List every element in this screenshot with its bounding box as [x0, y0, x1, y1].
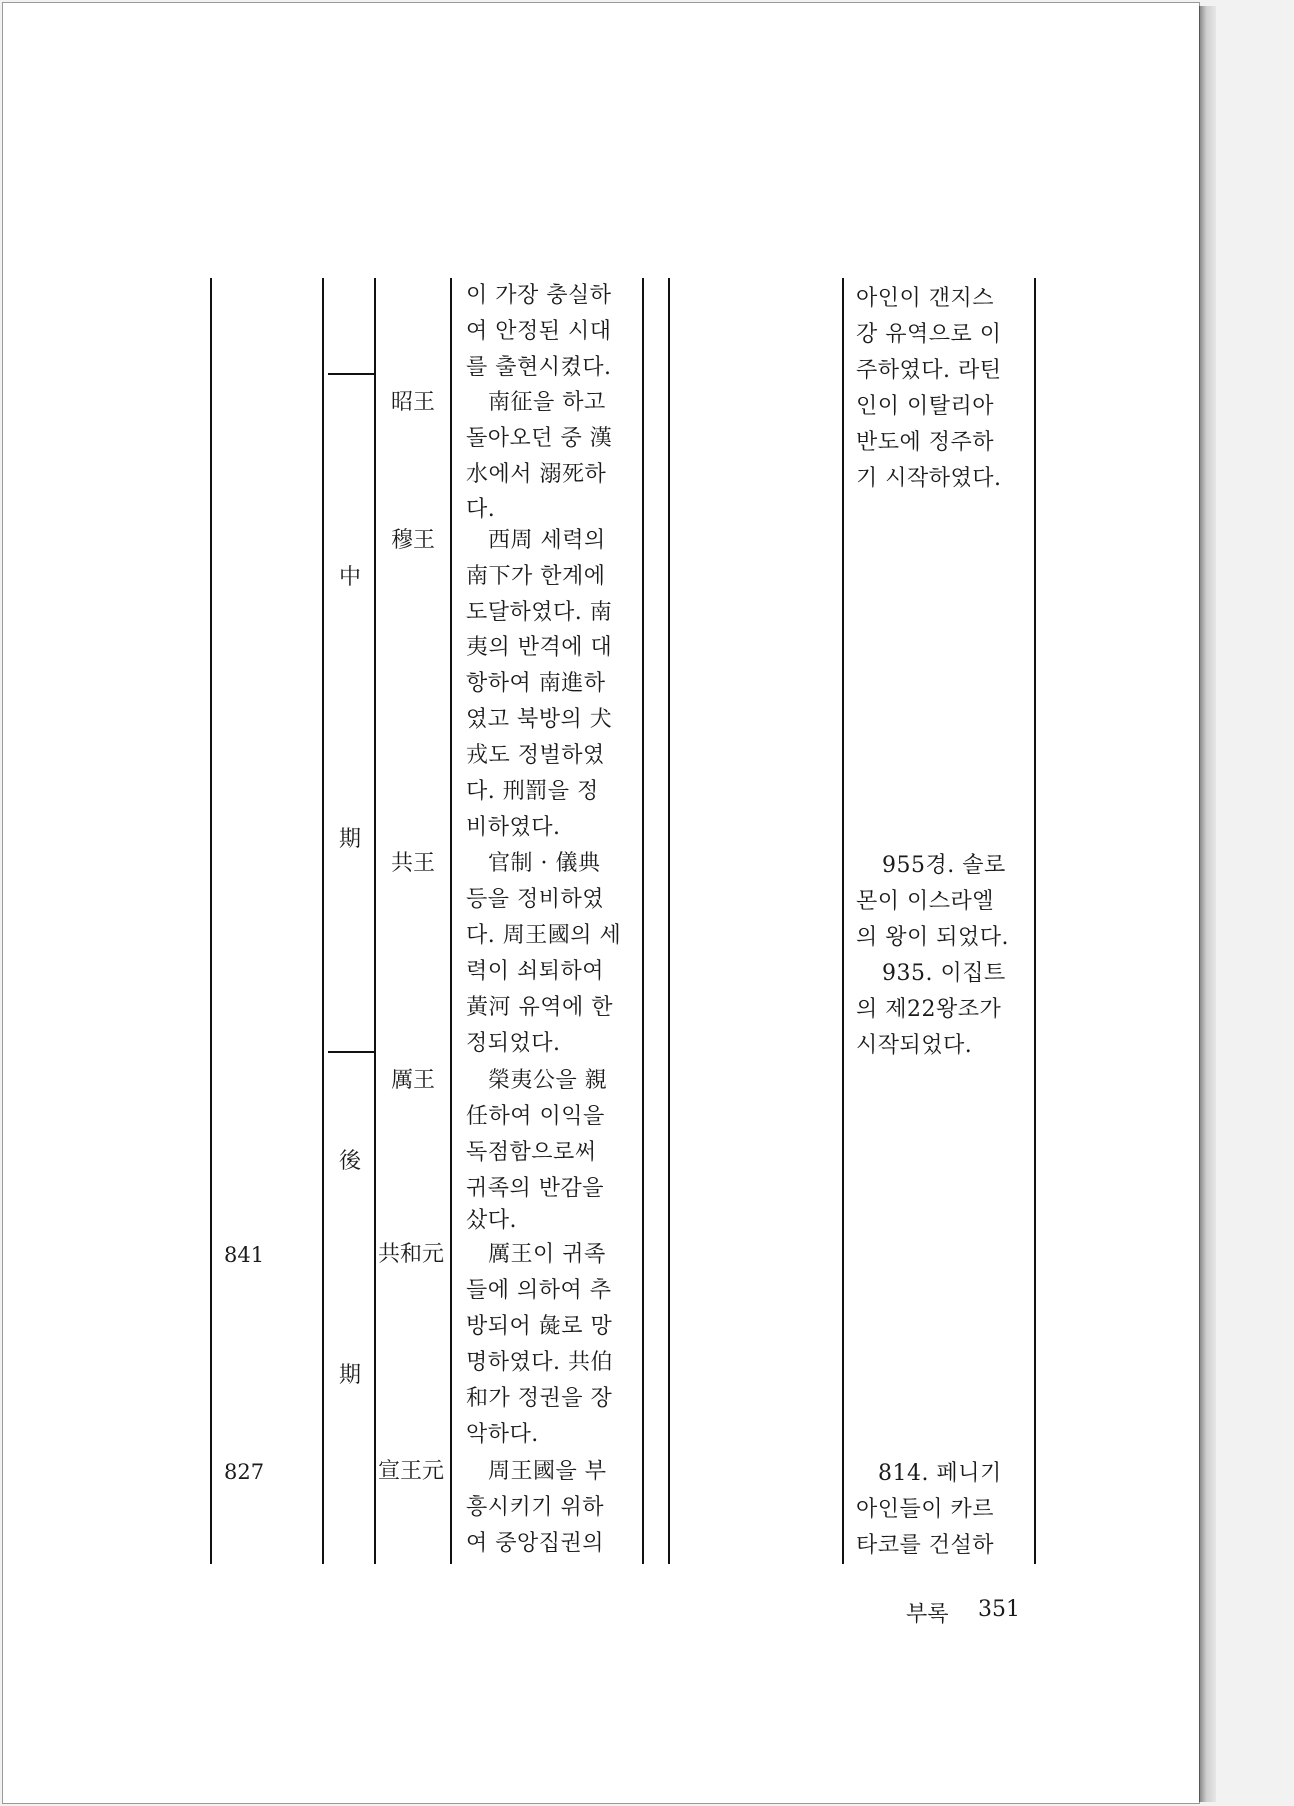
event-line: 였고 북방의 犬 [466, 707, 613, 732]
period-label: 後 [339, 1149, 362, 1174]
event-line: 비하였다. [466, 815, 561, 840]
world-event-line: 인이 이탈리아 [856, 394, 995, 419]
world-event-line: 814. 페니기 [878, 1461, 1002, 1486]
world-event-line: 시작되었다. [856, 1033, 973, 1058]
event-line: 명하였다. 共伯 [466, 1350, 613, 1375]
period-divider-top [328, 373, 374, 375]
event-line: 흥시키기 위하 [466, 1495, 605, 1520]
event-line: 다. 刑罰을 정 [466, 779, 599, 804]
world-event-line: 반도에 정주하 [856, 430, 995, 455]
page-number: 351 [978, 1597, 1020, 1622]
table-rule-left [210, 278, 212, 1564]
king-name: 共和元 [378, 1242, 445, 1267]
event-line: 戎도 정벌하였 [466, 743, 605, 768]
period-divider-late [328, 1051, 374, 1053]
year-label: 827 [224, 1460, 265, 1484]
event-line: 여 안정된 시대 [466, 319, 612, 344]
event-line: 독점함으로써 [466, 1140, 597, 1165]
event-line: 官制 · 儀典 [488, 851, 601, 876]
running-footer-section: 부록 [906, 1602, 949, 1627]
table-rule-years [322, 278, 324, 1564]
event-line: 항하여 南進하 [466, 671, 606, 696]
king-name: 宣王元 [378, 1459, 445, 1484]
table-rule-periods [374, 278, 376, 1564]
world-event-line: 강 유역으로 이 [856, 322, 1002, 347]
table-rule-gap [668, 278, 670, 1564]
period-label: 期 [339, 827, 362, 852]
table-rule-events [642, 278, 644, 1564]
event-line: 厲王이 귀족 [488, 1242, 606, 1267]
king-name: 厲王 [391, 1068, 436, 1093]
event-line: 夷의 반격에 대 [466, 635, 613, 660]
event-line: 任하여 이익을 [466, 1104, 605, 1129]
world-event-line: 의 왕이 되었다. [856, 925, 1009, 950]
king-name: 共王 [391, 851, 436, 876]
event-line: 南下가 한계에 [466, 564, 606, 589]
table-rule-world-left [842, 278, 844, 1564]
world-event-line: 몬이 이스라엘 [856, 889, 995, 914]
page-edge [1199, 6, 1216, 1802]
event-line: 돌아오던 중 漢 [466, 426, 613, 451]
world-event-line: 아인이 갠지스 [856, 286, 995, 311]
event-line: 들에 의하여 추 [466, 1278, 612, 1303]
king-name: 穆王 [391, 528, 436, 553]
world-event-line: 아인들이 카르 [856, 1497, 995, 1522]
event-line: 이 가장 충실하 [466, 283, 612, 308]
event-line: 등을 정비하였 [466, 887, 605, 912]
event-line: 和가 정권을 장 [466, 1386, 613, 1411]
year-label: 841 [224, 1243, 265, 1267]
event-line: 榮夷公을 親 [488, 1068, 608, 1093]
world-event-line: 935. 이집트 [882, 961, 1006, 986]
event-line: 다. [466, 497, 496, 522]
king-name: 昭王 [391, 390, 436, 415]
event-line: 악하다. [466, 1422, 539, 1447]
event-line: 周王國을 부 [488, 1459, 607, 1484]
period-label: 中 [339, 565, 362, 590]
world-event-line: 기 시작하였다. [856, 466, 1002, 491]
event-line: 귀족의 반감을 [466, 1176, 605, 1201]
event-line: 샀다. [466, 1208, 517, 1233]
event-line: 다. 周王國의 세 [466, 923, 622, 948]
event-line: 水에서 溺死하 [466, 462, 607, 487]
event-line: 를 출현시켰다. [466, 355, 612, 380]
event-line: 여 중앙집권의 [466, 1531, 605, 1556]
world-event-line: 타코를 건설하 [856, 1533, 995, 1558]
event-line: 정되었다. [466, 1031, 561, 1056]
period-label: 期 [339, 1363, 362, 1388]
table-rule-right [1034, 278, 1036, 1564]
event-line: 黃河 유역에 한 [466, 995, 613, 1020]
event-line: 南征을 하고 [488, 390, 606, 415]
event-line: 도달하였다. 南 [466, 600, 613, 625]
event-line: 방되어 彘로 망 [466, 1314, 613, 1339]
world-event-line: 955경. 솔로 [882, 853, 1006, 878]
table-rule-kings [450, 278, 452, 1564]
world-event-line: 주하였다. 라틴 [856, 358, 1002, 383]
world-event-line: 의 제22왕조가 [856, 997, 1002, 1022]
event-line: 력이 쇠퇴하여 [466, 959, 605, 984]
event-line: 西周 세력의 [488, 528, 606, 553]
